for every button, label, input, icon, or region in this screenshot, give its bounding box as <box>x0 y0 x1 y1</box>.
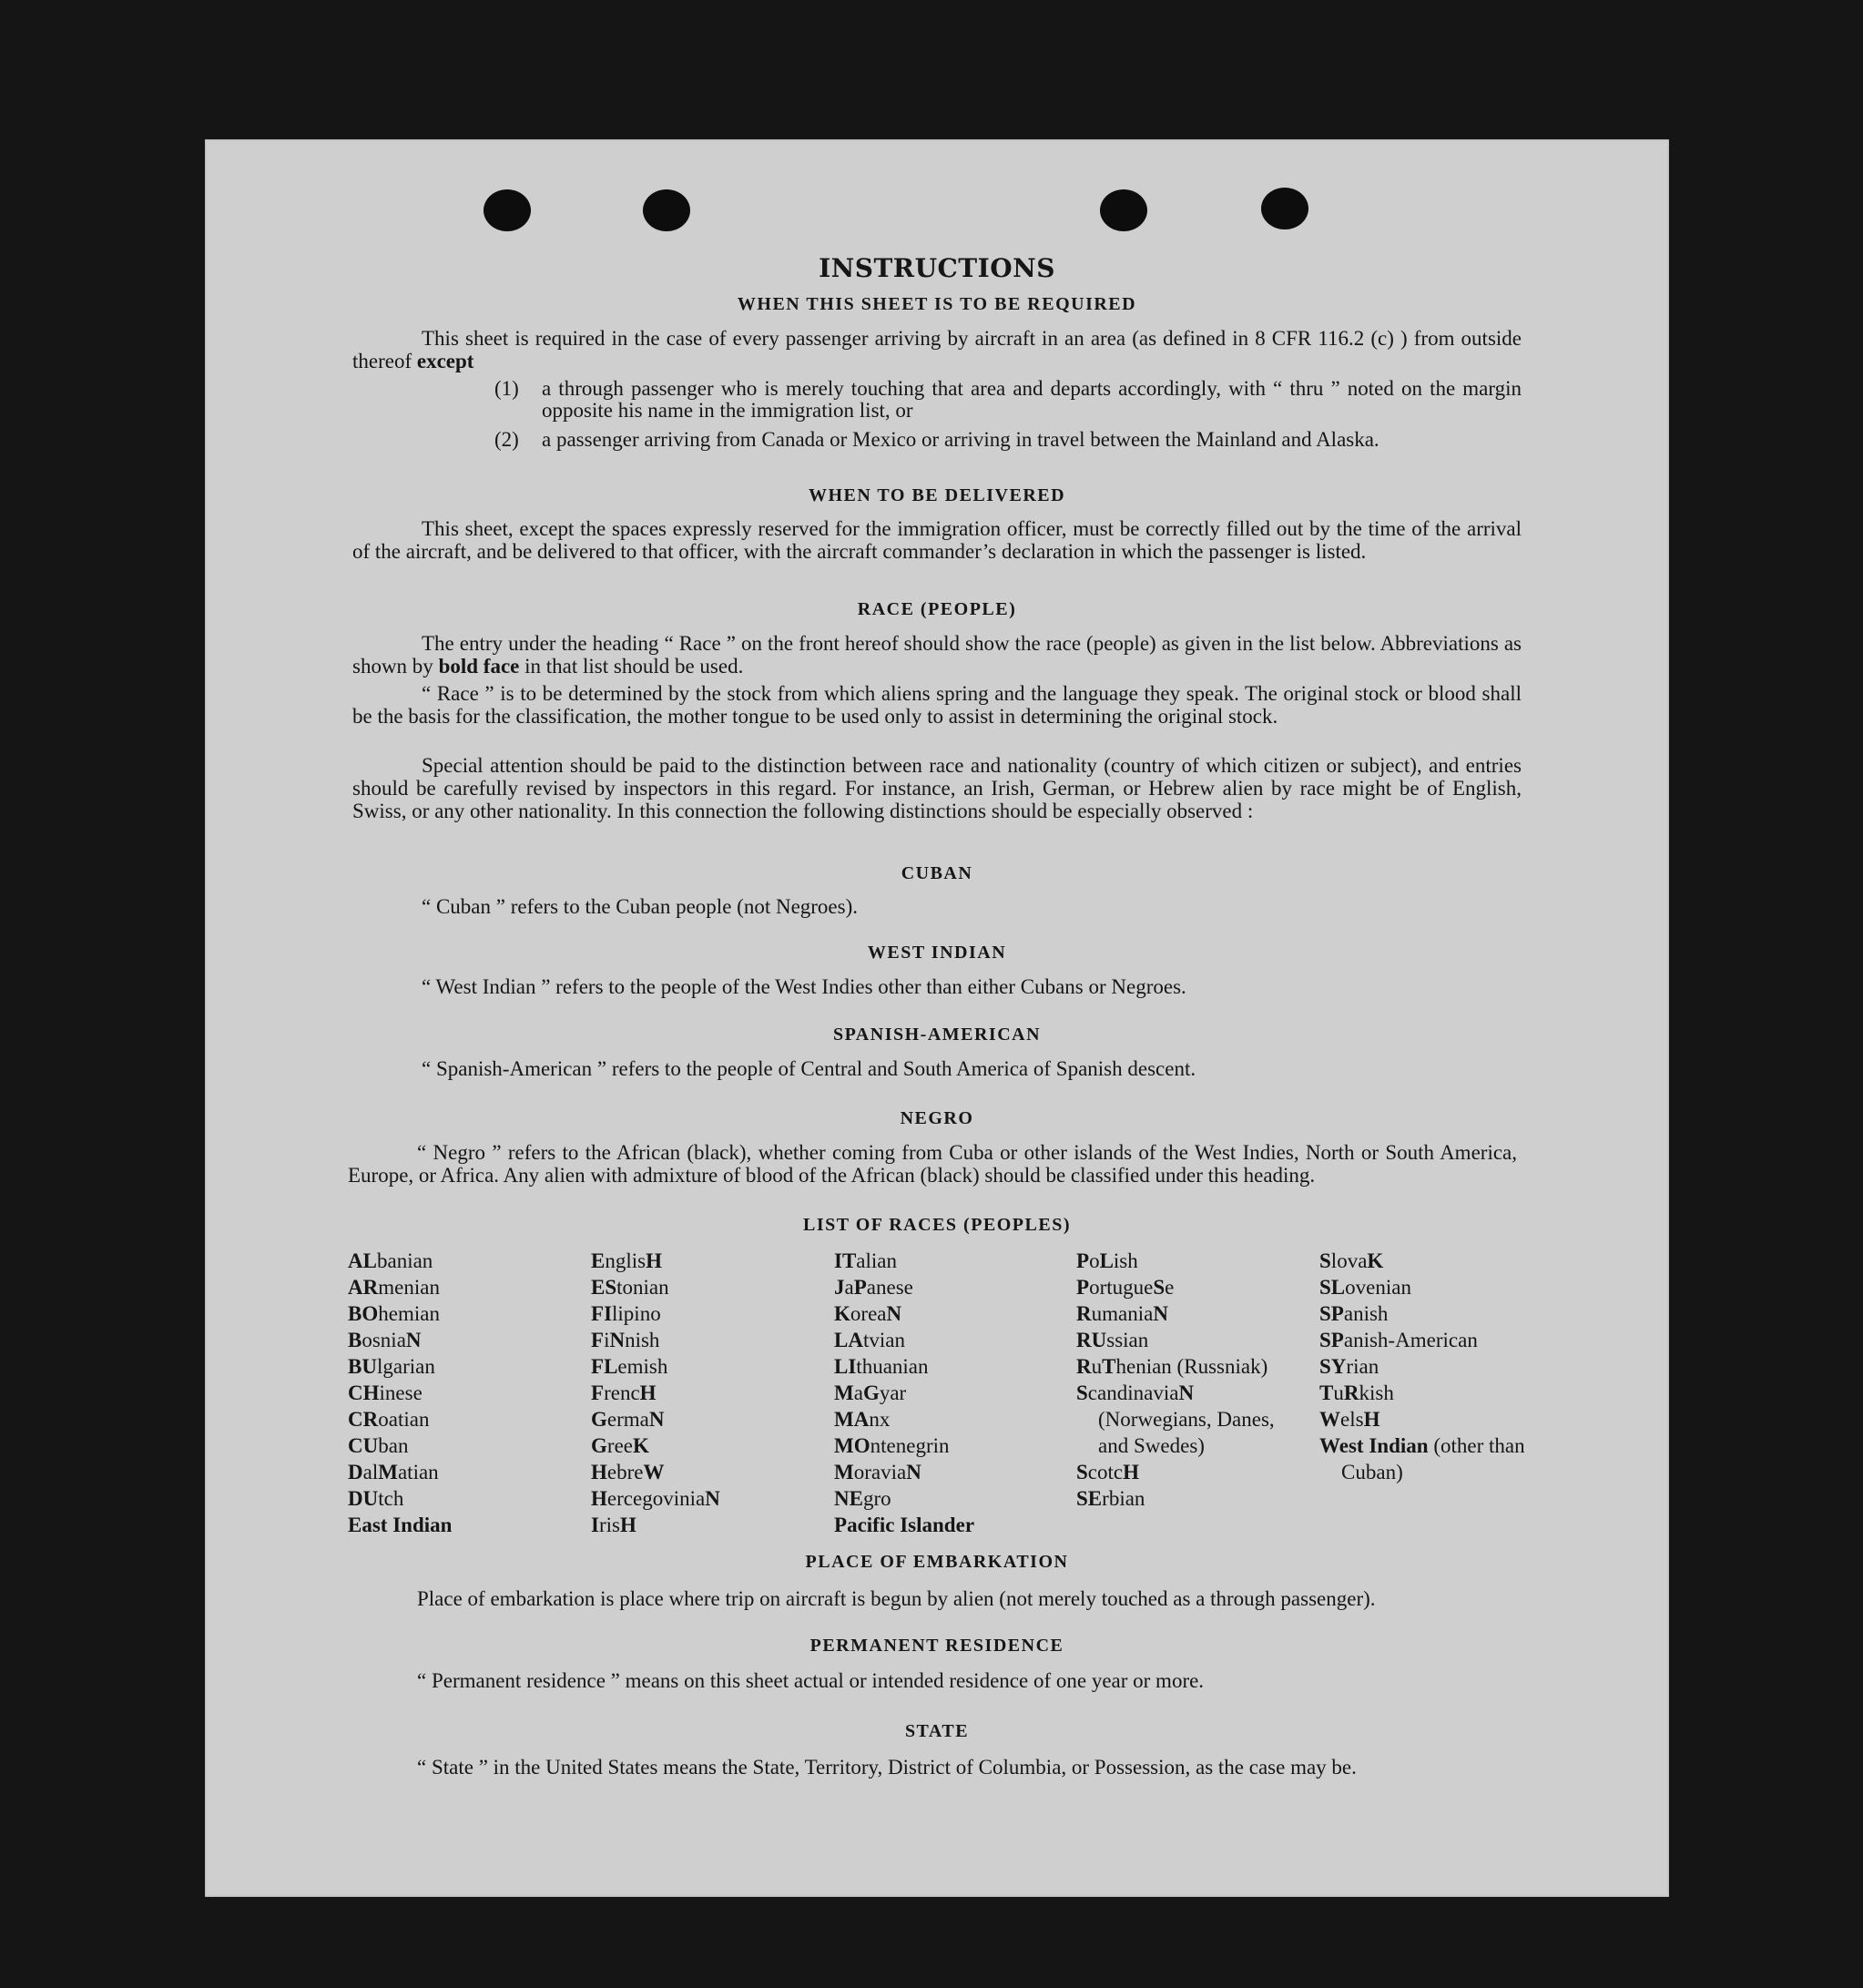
race-entry: DUtch <box>348 1487 404 1510</box>
race-entry: FiNnish <box>591 1329 660 1351</box>
page-title: INSTRUCTIONS <box>819 253 1055 283</box>
heading-state: STATE <box>904 1721 970 1741</box>
race-entry: MoraviaN <box>834 1461 921 1483</box>
race-entry: DalMatian <box>348 1461 439 1483</box>
race-entry: FLemish <box>591 1355 668 1378</box>
races-column <box>348 1248 580 1538</box>
heading-west-indian: WEST INDIAN <box>867 943 1007 963</box>
race-entry: East Indian <box>348 1514 453 1536</box>
punch-hole <box>1100 189 1147 231</box>
race-entry: LAtvian <box>834 1329 905 1351</box>
race-entry: MOntenegrin <box>834 1434 950 1457</box>
punch-hole <box>484 189 531 231</box>
races-column <box>834 1248 1066 1538</box>
race-entry: SPanish <box>1319 1302 1389 1325</box>
heading-when-delivered: WHEN TO BE DELIVERED <box>808 485 1066 505</box>
residence-text: “ Permanent residence ” means on this sheet actual or intended residence of one year or more. <box>417 1669 1205 1692</box>
embarkation-text: Place of embarkation is place where trip on aircraft is begun by alien (not merely touched as a through passenger). <box>417 1587 1376 1610</box>
race-entry: ARmenian <box>348 1276 440 1299</box>
race-entry: GreeK <box>591 1434 649 1457</box>
race-entry: HebreW <box>591 1461 665 1483</box>
race-entry: FrencH <box>591 1381 657 1404</box>
race-paragraph-2: “ Race ” is to be determined by the stock from which aliens spring and the language they speak. The original stock or blood shall be the basis for the classification, the mother tongue to be used only to assist in determining the original stock. <box>352 682 1522 728</box>
cuban-text: “ Cuban ” refers to the Cuban people (not Negroes). <box>422 895 859 918</box>
heading-cuban: CUBAN <box>901 863 973 883</box>
when-delivered-text: This sheet, except the spaces expressly reserved for the immigration officer, must be correctly filled out by the time of the arrival of the aircraft, and be delivered to that officer, with the aircraft commander’s declaration in which the passenger is listed. <box>352 517 1522 563</box>
race-entry: EnglisH <box>591 1249 662 1272</box>
race-entry: KoreaN <box>834 1302 902 1325</box>
spanish-american-text: “ Spanish-American ” refers to the people of Central and South America of Spanish descent. <box>422 1057 1196 1080</box>
race-entry: RumaniaN <box>1076 1302 1168 1325</box>
race-entry: ITalian <box>834 1249 898 1272</box>
race-entry: MaGyar <box>834 1381 907 1404</box>
state-text: “ State ” in the United States means the State, Territory, District of Columbia, or Possession, as the case may be. <box>417 1756 1357 1779</box>
punch-hole <box>1261 188 1308 229</box>
race-entry: SErbian <box>1076 1487 1145 1510</box>
race-entry: PortugueSe <box>1076 1276 1175 1299</box>
exception-item-2: (2) a passenger arriving from Canada or Mexico or arriving in travel between the Mainland and Alaska. <box>494 428 1379 451</box>
heading-spanish-american: SPANISH-AMERICAN <box>832 1025 1042 1045</box>
exception-item-1: (1) a through passenger who is merely touching that area and departs accordingly, with “ thru ” noted on the margin opposite his name in the immigration list, or <box>494 377 1522 422</box>
heading-place-of-embarkation: PLACE OF EMBARKATION <box>805 1552 1069 1572</box>
race-entry: SYrian <box>1319 1355 1379 1378</box>
races-column <box>1319 1248 1529 1485</box>
race-paragraph-1: The entry under the heading “ Race ” on the front hereof should show the race (people) as given in the list below. Abbreviations as shown by bold face in that list should be used. <box>352 632 1522 678</box>
when-required-intro: This sheet is required in the case of every passenger arriving by aircraft in an area (as defined in 8 CFR 116.2 (c) ) from outside thereof except <box>352 327 1522 372</box>
races-list <box>348 1248 1532 1539</box>
race-entry: ScandinaviaN (Norwegians, Danes, and Swedes) <box>1076 1381 1275 1457</box>
race-entry: BOhemian <box>348 1302 440 1325</box>
race-entry: PoLish <box>1076 1249 1138 1272</box>
races-column <box>1076 1248 1290 1512</box>
race-entry: BUlgarian <box>348 1355 435 1378</box>
race-entry: SlovaK <box>1319 1249 1384 1272</box>
race-entry: LIthuanian <box>834 1355 929 1378</box>
race-entry: IrisH <box>591 1514 636 1536</box>
race-entry: WelsH <box>1319 1408 1380 1431</box>
race-entry: TuRkish <box>1319 1381 1394 1404</box>
race-entry: SPanish-American <box>1319 1329 1478 1351</box>
race-entry: RUssian <box>1076 1329 1149 1351</box>
heading-permanent-residence: PERMANENT RESIDENCE <box>809 1636 1064 1656</box>
race-entry: CHinese <box>348 1381 422 1404</box>
heading-list-of-races: LIST OF RACES (PEOPLES) <box>802 1215 1071 1235</box>
negro-text: “ Negro ” refers to the African (black), whether coming from Cuba or other islands of the West Indies, North or South America, Europe, or Africa. Any alien with admixture of blood of the African (black) should be classified under this heading. <box>348 1141 1517 1187</box>
race-entry: SLovenian <box>1319 1276 1411 1299</box>
race-entry: CRoatian <box>348 1408 430 1431</box>
race-entry: MAnx <box>834 1408 891 1431</box>
races-column <box>591 1248 823 1538</box>
race-entry: CUban <box>348 1434 409 1457</box>
race-entry: ALbanian <box>348 1249 433 1272</box>
heading-negro: NEGRO <box>900 1108 974 1128</box>
race-entry: West Indian (other than Cuban) <box>1319 1434 1525 1483</box>
heading-race: RACE (PEOPLE) <box>857 599 1017 619</box>
race-entry: HercegoviniaN <box>591 1487 720 1510</box>
race-entry: FIlipino <box>591 1302 661 1325</box>
heading-when-required: WHEN THIS SHEET IS TO BE REQUIRED <box>737 294 1137 314</box>
west-indian-text: “ West Indian ” refers to the people of the West Indies other than either Cubans or Negroes. <box>422 975 1186 998</box>
race-entry: ScotcH <box>1076 1461 1140 1483</box>
punch-hole <box>643 189 690 231</box>
race-entry: BosniaN <box>348 1329 422 1351</box>
document-page <box>205 139 1669 1897</box>
race-entry: JaPanese <box>834 1276 913 1299</box>
race-entry: NEgro <box>834 1487 891 1510</box>
race-entry: EStonian <box>591 1276 669 1299</box>
race-entry: RuThenian (Russniak) <box>1076 1355 1268 1378</box>
race-entry: GermaN <box>591 1408 665 1431</box>
race-paragraph-3: Special attention should be paid to the distinction between race and nationality (country of which citizen or subject), and entries should be carefully revised by inspectors in this regard. For instance, an Irish, German, or Hebrew alien by race might be of English, Swiss, or any other nationality. In this connection the following distinctions should be especially observed : <box>352 754 1522 822</box>
race-entry: Pacific Islander <box>834 1514 975 1536</box>
